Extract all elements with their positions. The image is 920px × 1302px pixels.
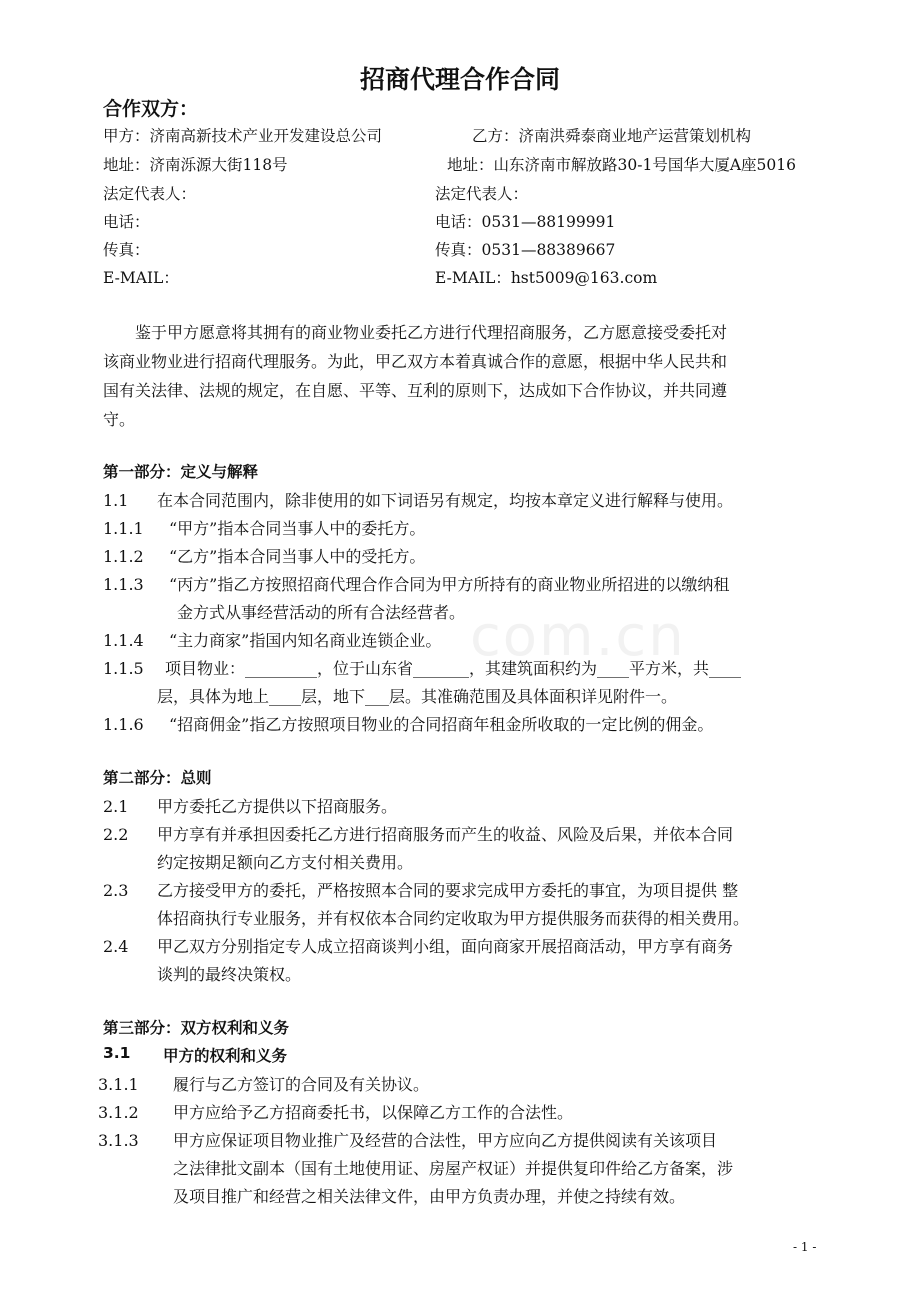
clause-number: 1.1 [103,491,129,510]
clause-text: “丙方”指乙方按照招商代理合作合同为甲方所持有的商业物业所招进的以缴纳租 [169,575,730,594]
clause-number: 3.1.1 [98,1075,139,1094]
watermark: com.cn [470,604,686,669]
party-row [0,210,920,236]
clause-text: 甲方应保证项目物业推广及经营的合法性，甲方应向乙方提供阅读有关该项目 [173,1131,718,1150]
party-b-phone: 电话：0531—88199991 [435,213,616,231]
clause-number: 2.3 [103,881,129,900]
document-title: 招商代理合作合同 [359,65,560,94]
intro-line: 国有关法律、法规的规定，在自愿、平等、互利的原则下，达成如下合作协议，并共同遵 [103,381,728,400]
subsection-heading: 甲方的权利和义务 [163,1047,288,1065]
party-row [0,124,920,150]
clause-number: 1.1.1 [103,519,144,538]
clause-number: 1.1.3 [103,575,144,594]
clause-text: 甲方应给予乙方招商委托书，以保障乙方工作的合法性。 [173,1103,574,1122]
party-b-name: 乙方：济南洪舜泰商业地产运营策划机构 [472,127,752,145]
party-a-email: E-MAIL： [103,269,179,287]
clause-number: 2.2 [103,825,129,844]
party-row [0,238,920,264]
intro-paragraph [103,318,833,434]
clause-text: 在本合同范围内，除非使用的如下词语另有规定，均按本章定义进行解释与使用。 [157,491,734,510]
intro-line: 该商业物业进行招商代理服务。为此，甲乙双方本着真诚合作的意愿，根据中华人民共和 [103,352,728,371]
party-row [0,182,920,208]
party-a-representative: 法定代表人： [103,185,197,203]
clause-text: 乙方接受甲方的委托，严格按照本合同的要求完成甲方委托的事宜，为项目提供 整 [157,881,739,900]
clause-text: 甲方享有并承担因委托乙方进行招商服务而产生的收益、风险及后果，并依本合同 [157,825,734,844]
party-b-address: 地址：山东济南市解放路30-1号国华大厦A座5016 [447,156,796,174]
section-heading-part1: 第一部分：定义与解释 [103,463,259,481]
clause-text-continued: 层，具体为地上____层，地下___层。其准确范围及具体面积详见附件一。 [157,687,678,706]
clause-text: “甲方”指本合同当事人中的委托方。 [169,519,426,538]
clause-number: 1.1.5 [103,659,144,678]
page-number: - 1 - [793,1240,817,1254]
party-a-name: 甲方：济南高新技术产业开发建设总公司 [103,127,383,145]
party-row [0,153,920,179]
clause-number: 1.1.6 [103,715,144,734]
clause-text-continued: 之法律批文副本（国有土地使用证、房屋产权证）并提供复印件给乙方备案，涉 [173,1159,734,1178]
intro-line: 鉴于甲方愿意将其拥有的商业物业委托乙方进行代理招商服务，乙方愿意接受委托对 [135,323,728,342]
party-a-fax: 传真： [103,241,150,259]
clause-text: 履行与乙方签订的合同及有关协议。 [173,1075,430,1094]
clause-number: 2.4 [103,937,129,956]
party-b-representative: 法定代表人： [435,185,529,203]
party-a-phone: 电话： [103,213,150,231]
intro-line: 守。 [103,410,136,429]
clause-text: “招商佣金”指乙方按照项目物业的合同招商年租金所收取的一定比例的佣金。 [169,715,714,734]
clause-number: 3.1.2 [98,1103,139,1122]
party-row [0,266,920,292]
parties-heading: 合作双方： [103,98,199,120]
clause-number: 3.1.3 [98,1131,139,1150]
clause-text: “乙方”指本合同当事人中的受托方。 [169,547,426,566]
clause-number: 1.1.4 [103,631,144,650]
party-a-address: 地址：济南泺源大街118号 [103,156,288,174]
clause-number: 1.1.2 [103,547,144,566]
section-heading-part2: 第二部分：总则 [103,769,212,787]
subsection-number: 3.1 [103,1044,131,1062]
party-b-email: E-MAIL：hst5009@163.com [435,269,658,287]
clause-text: 甲方委托乙方提供以下招商服务。 [157,797,398,816]
clause-text: 甲乙双方分别指定专人成立招商谈判小组，面向商家开展招商活动，甲方享有商务 [157,937,734,956]
clause-number: 2.1 [103,797,129,816]
clause-text-continued: 金方式从事经营活动的所有合法经营者。 [177,603,466,622]
clause-text-continued: 及项目推广和经营之相关法律文件，由甲方负责办理，并使之持续有效。 [173,1187,686,1206]
section-heading-part3: 第三部分：双方权利和义务 [103,1019,290,1037]
clause-text-continued: 约定按期足额向乙方支付相关费用。 [157,853,414,872]
party-b-fax: 传真：0531—88389667 [435,241,616,259]
clause-text: “主力商家”指国内知名商业连锁企业。 [169,631,442,650]
clause-text-continued: 谈判的最终决策权。 [157,965,302,984]
clause-text-continued: 体招商执行专业服务，并有权依本合同约定收取为甲方提供服务而获得的相关费用。 [157,909,750,928]
clause-text: 项目物业：_________，位于山东省_______，其建筑面积约为____平方米，共____ [165,659,742,678]
